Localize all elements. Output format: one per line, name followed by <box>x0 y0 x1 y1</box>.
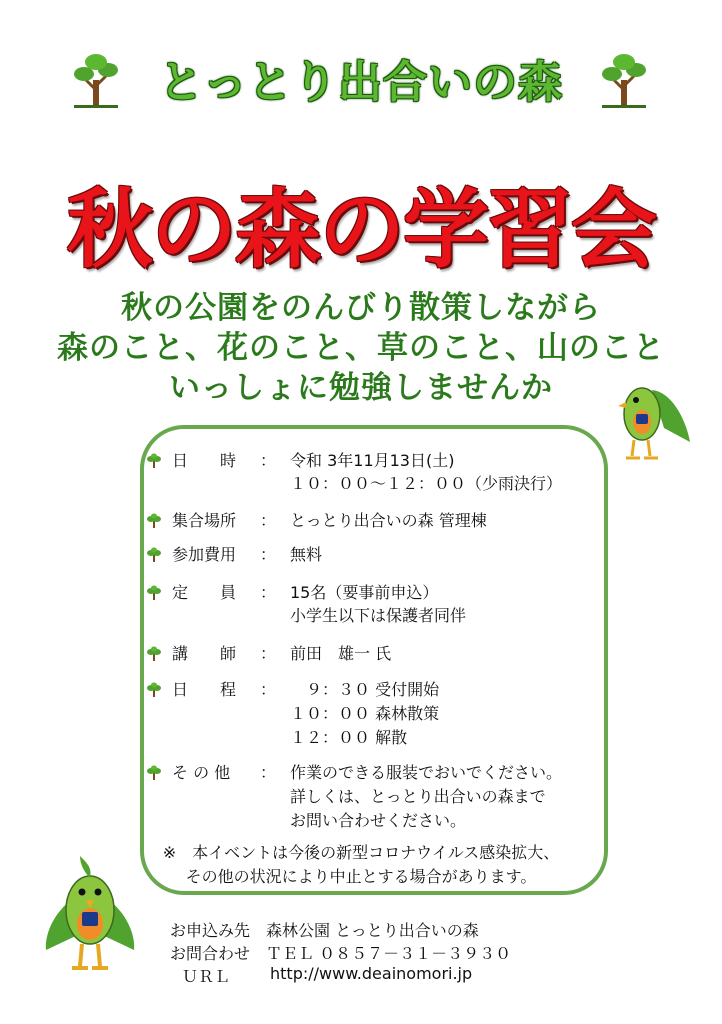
schedule-value-3: １２：００ 解散 <box>290 728 408 747</box>
footer-contact-label: お問合わせ <box>170 944 251 963</box>
schedule-value-1: ９：３０ 受付開始 <box>290 680 440 699</box>
capacity-colon: ： <box>260 583 277 602</box>
other-value-1: 作業のできる服装でおいでください。 <box>290 763 563 782</box>
place-label: 集合場所 <box>172 511 237 530</box>
date-colon: ： <box>260 451 277 470</box>
intro-line-3: いっしょに勉強しませんか <box>169 370 553 406</box>
date-value-1: 令和 3年11月13日(土) <box>290 451 455 470</box>
place-value: とっとり出合いの森 管理棟 <box>290 511 487 530</box>
footer-contact-value: ＴＥＬ ０８５７－３１－３９３０ <box>266 944 512 963</box>
other-label: そ の 他 <box>172 763 231 782</box>
fee-label: 参加費用 <box>172 545 237 564</box>
schedule-value-2: １０：００ 森林散策 <box>290 704 440 723</box>
leaf-bullet-icon <box>146 513 162 529</box>
capacity-value-2: 小学生以下は保護者同伴 <box>290 606 467 625</box>
capacity-value-1: 15名（要事前申込） <box>290 583 439 602</box>
leaf-bullet-icon <box>146 682 162 698</box>
place-colon: ： <box>260 511 277 530</box>
footer-apply-value: 森林公園 とっとり出合いの森 <box>266 921 479 940</box>
bird-mascot-icon <box>40 850 140 975</box>
leaf-bullet-icon <box>146 453 162 469</box>
instructor-value: 前田 雄一 氏 <box>290 644 392 663</box>
other-value-2: 詳しくは、とっとり出合いの森まで <box>290 787 546 806</box>
capacity-label: 定 員 <box>172 583 237 602</box>
date-value-2: １０：００～１２：００（少雨決行） <box>290 474 563 493</box>
notice-line-2: その他の状況により中止とする場合があります。 <box>185 867 537 886</box>
date-label: 日 時 <box>172 451 237 470</box>
bird-mascot-icon <box>612 370 692 462</box>
leaf-bullet-icon <box>146 646 162 662</box>
leaf-bullet-icon <box>146 765 162 781</box>
intro-line-2: 森のこと、花のこと、草のこと、山のこと <box>57 330 665 366</box>
leaf-bullet-icon <box>146 585 162 601</box>
footer-url-link[interactable]: http://www.deainomori.jp <box>270 964 473 983</box>
schedule-label: 日 程 <box>172 680 237 699</box>
fee-colon: ： <box>260 545 277 564</box>
intro-line-1: 秋の公園をのんびり散策しながら <box>121 290 601 326</box>
main-title: 秋の森の学習会 <box>67 180 655 280</box>
schedule-colon: ： <box>260 680 277 699</box>
fee-value: 無料 <box>290 545 323 564</box>
footer-apply-label: お申込み先 <box>170 921 251 940</box>
other-value-3: お問い合わせください。 <box>290 811 467 830</box>
footer-url-label: ＵＲＬ <box>182 967 231 986</box>
other-colon: ： <box>260 763 277 782</box>
header-title: とっとり出合いの森 <box>158 57 564 108</box>
leaf-bullet-icon <box>146 547 162 563</box>
instructor-colon: ： <box>260 644 277 663</box>
instructor-label: 講 師 <box>172 644 237 663</box>
tree-icon-right <box>598 50 650 110</box>
notice-line-1: ※ 本イベントは今後の新型コロナウイルス感染拡大、 <box>162 843 560 862</box>
